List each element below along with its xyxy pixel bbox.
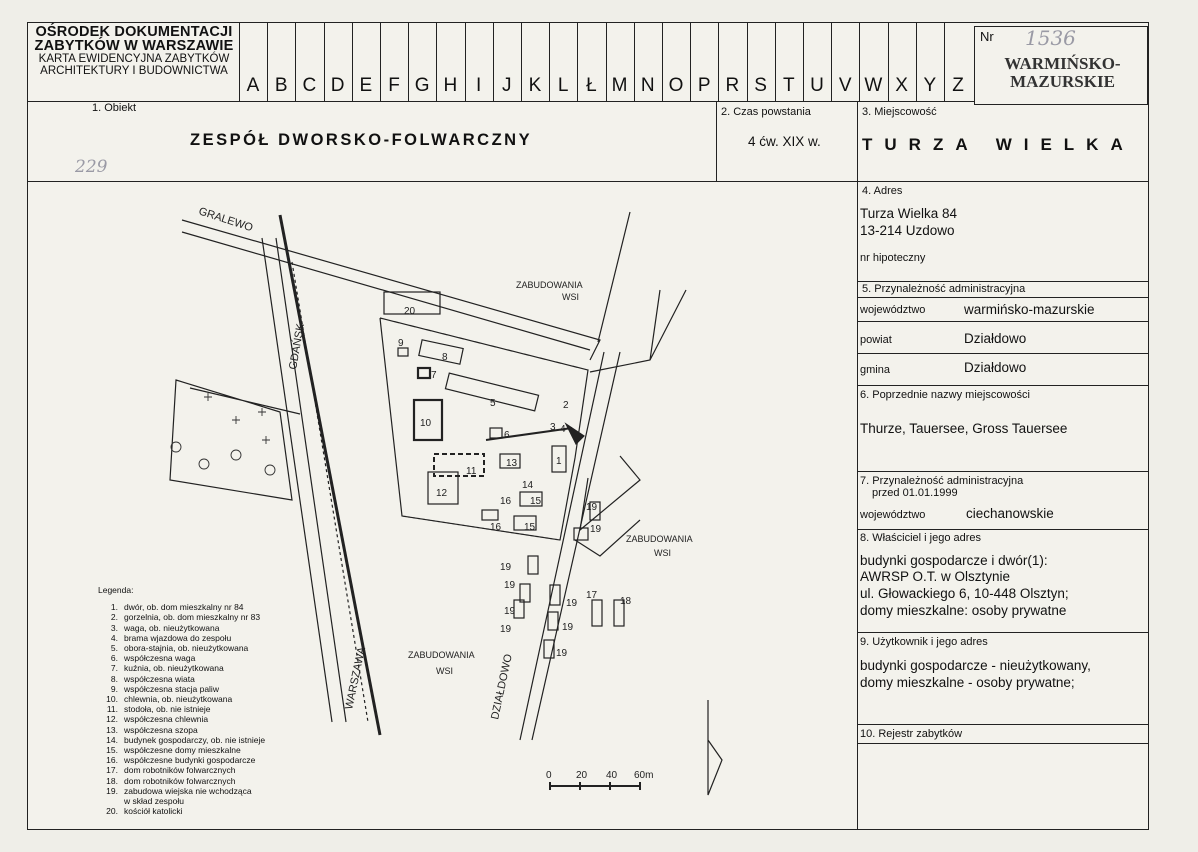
voivodeship-before-label: województwo: [860, 509, 926, 521]
legend-item-number: 4.: [110, 632, 118, 643]
legend-item-text: współczesne domy mieszkalne: [124, 745, 241, 756]
road-gdansk-warszawa: [262, 238, 346, 722]
letter-index-15: O: [668, 75, 684, 96]
building-number-label: 8: [442, 352, 448, 363]
legend-item-number: 16.: [106, 755, 118, 766]
letter-index-0: A: [246, 75, 260, 96]
legend-item-text: dom robotników folwarcznych: [124, 765, 236, 776]
owner-line3: ul. Głowackiego 6, 10-448 Olsztyn;: [860, 586, 1069, 601]
user-line1: budynki gospodarcze - nieużytkowany,: [860, 658, 1091, 673]
legend-item-number: 15.: [106, 745, 118, 756]
building-number-label: 1: [556, 456, 562, 467]
letter-index-17: R: [725, 75, 740, 96]
owner-line1: budynki gospodarcze i dwór(1):: [860, 553, 1048, 568]
legend-item-number: 9.: [110, 683, 118, 694]
building-number-label: 2: [563, 400, 569, 411]
letter-index-10: K: [528, 75, 542, 96]
address-line2: 13-214 Uzdowo: [860, 223, 955, 238]
scale-0: 0: [546, 770, 552, 781]
building-number-label: 14: [522, 480, 534, 491]
former-names-label: 6. Poprzednie nazwy miejscowości: [860, 389, 1030, 401]
user-label: 9. Użytkownik i jego adres: [860, 636, 988, 648]
building-number-label: 11: [466, 466, 477, 477]
card-type-line2: ARCHITEKTURY I BUDOWNICTWA: [40, 65, 228, 77]
legend-item-text: waga, ob. nieużytkowana: [124, 622, 220, 633]
legend-item-text: współczesna chlewnia: [124, 714, 209, 725]
owner-line2: AWRSP O.T. w Olsztynie: [860, 569, 1011, 584]
legend-item-number: 17.: [106, 765, 118, 776]
house-19e: [514, 600, 524, 618]
letter-index-14: N: [640, 75, 655, 96]
legend-item-number: 5.: [110, 643, 118, 654]
map-label-gdansk: GDAŃSK: [287, 322, 308, 371]
letter-index-16: P: [697, 75, 711, 96]
card-type-line1: KARTA EWIDENCYJNA ZABYTKÓW: [38, 53, 230, 65]
road-gralewo: [182, 220, 600, 360]
building-number-label: 19: [590, 524, 602, 535]
building-number-label: 19: [586, 502, 598, 513]
admin-before-label-1: 7. Przynależność administracyjna: [860, 475, 1024, 487]
address-line1: Turza Wielka 84: [860, 206, 958, 221]
legend-item-text: dwór, ob. dom mieszkalny nr 84: [124, 602, 244, 613]
commune-value: Działdowo: [964, 360, 1027, 375]
object-label: 1. Obiekt: [92, 102, 137, 114]
legend-item-text: współczesne budynki gospodarcze: [124, 755, 256, 766]
building-7: [418, 368, 430, 378]
house-17: [592, 600, 602, 626]
building-number-label: 19: [500, 624, 512, 635]
legend-item-number: 20.: [106, 806, 118, 817]
mortgage-label: nr hipoteczny: [860, 252, 926, 264]
building-number-label: 15: [524, 522, 536, 533]
legend-item-text: kościół katolicki: [124, 806, 183, 817]
house-19g: [548, 612, 558, 630]
building-number-label: 16: [490, 522, 502, 533]
legend-item-number: 14.: [106, 734, 118, 745]
building-8: [419, 340, 463, 364]
letter-index-3: D: [330, 75, 345, 96]
legend-item-number: 2.: [110, 612, 118, 623]
letter-index-12: Ł: [586, 75, 597, 96]
letter-index-11: L: [557, 75, 569, 96]
letter-index-1: B: [274, 75, 288, 96]
village-bottom-2: WSI: [436, 666, 453, 676]
owner-label: 8. Właściciel i jego adres: [860, 532, 982, 544]
letter-index-22: W: [864, 75, 883, 96]
letter-index-6: G: [414, 75, 430, 96]
locality-label: 3. Miejscowość: [862, 106, 937, 118]
institution-name-line1: OŚRODEK DOKUMENTACJI: [35, 24, 233, 40]
letter-index-19: T: [782, 75, 795, 96]
building-number-label: 19: [504, 580, 516, 591]
owner-line4: domy mieszkalne: osoby prywatne: [860, 603, 1067, 618]
address-label: 4. Adres: [862, 185, 903, 197]
legend-item-text: stodoła, ob. nie istnieje: [124, 704, 211, 715]
letter-index-4: E: [359, 75, 373, 96]
legend-item-number: 11.: [106, 704, 118, 715]
county-value: Działdowo: [964, 331, 1027, 346]
building-number-label: 13: [506, 458, 518, 469]
building-number-label: 9: [398, 338, 404, 349]
map-label-warszawa: WARSZAWA: [343, 645, 369, 711]
object-name: ZESPÓŁ DWORSKO-FOLWARCZNY: [190, 131, 533, 149]
building-number-label: 10: [420, 418, 432, 429]
letter-index-13: M: [611, 75, 628, 96]
legend-item-number: 10.: [106, 694, 118, 705]
building-number-label: 17: [586, 590, 598, 601]
building-number-label: 19: [562, 622, 574, 633]
legend-item-number: 19.: [106, 785, 118, 796]
legend-item-number: 13.: [106, 724, 118, 735]
creation-label: 2. Czas powstania: [721, 106, 811, 118]
village-top-2: WSI: [562, 292, 579, 302]
letter-index-9: J: [502, 75, 512, 96]
building-number-label: 18: [620, 596, 632, 607]
creation-value: 4 ćw. XIX w.: [748, 134, 821, 149]
legend-item-text: w skład zespołu: [124, 796, 185, 807]
house-19d: [520, 584, 530, 602]
map-label-gralewo: GRALEWO: [197, 205, 255, 235]
user-line2: domy mieszkalne - osoby prywatne;: [860, 675, 1075, 690]
building-9: [398, 348, 408, 356]
legend-title: Legenda:: [98, 585, 134, 595]
voivodeship-value: warmińsko-mazurskie: [964, 302, 1095, 317]
legend-item-number: 8.: [110, 673, 118, 684]
legend-item-number: 12.: [106, 714, 118, 725]
building-number-label: 12: [436, 488, 448, 499]
legend-item-text: współczesna wiata: [124, 673, 195, 684]
letter-index-18: S: [754, 75, 767, 96]
legend-item-text: obora-stajnia, ob. nieużytkowana: [124, 643, 249, 654]
village-right-2: WSI: [654, 548, 671, 558]
legend-item-text: współczesna waga: [124, 653, 196, 664]
legend-item-text: dom robotników folwarcznych: [124, 775, 236, 786]
legend-item-text: budynek gospodarczy, ob. nie istnieje: [124, 734, 266, 745]
legend-item-text: gorzelnia, ob. dom mieszkalny nr 83: [124, 612, 261, 623]
legend-item-text: zabudowa wiejska nie wchodząca: [124, 785, 252, 796]
letter-index-20: U: [810, 75, 824, 96]
region-stamp: WARMIŃSKO-MAZURSKIE: [1004, 54, 1121, 91]
letter-index-7: H: [443, 75, 458, 96]
village-right-1: ZABUDOWANIA: [626, 534, 693, 544]
building-11: [434, 454, 484, 476]
letter-index-25: Z: [952, 75, 964, 96]
admin-before-label-2: przed 01.01.1999: [872, 487, 958, 499]
register-label: 10. Rejestr zabytków: [860, 728, 963, 740]
legend-item-number: 6.: [110, 653, 118, 664]
village-bottom-1: ZABUDOWANIA: [408, 650, 475, 660]
county-label: powiat: [860, 334, 892, 346]
institution-name-line2: ZABYTKÓW W WARSZAWIE: [34, 38, 234, 54]
letter-index-2: C: [302, 75, 317, 96]
legend-item-text: chlewnia, ob. nieużytkowana: [124, 694, 233, 705]
letter-index-23: X: [895, 75, 908, 96]
building-number-label: 19: [504, 606, 516, 617]
legend-item-text: współczesna stacja paliw: [124, 683, 219, 694]
scale-40: 40: [606, 770, 618, 781]
building-number-label: 16: [500, 496, 512, 507]
legend-item-number: 1.: [110, 602, 118, 613]
letter-index-5: F: [388, 75, 400, 96]
house-19c: [528, 556, 538, 574]
admin-label: 5. Przynależność administracyjna: [862, 283, 1026, 295]
building-number-label: 19: [500, 562, 512, 573]
scale-20: 20: [576, 770, 588, 781]
map-label-dzialdowo: DZIAŁDOWO: [489, 652, 515, 721]
village-top-1: ZABUDOWANIA: [516, 280, 583, 290]
handwritten-number: 229: [75, 157, 108, 177]
voivodeship-before-value: ciechanowskie: [966, 506, 1054, 521]
building-number-label: 19: [566, 598, 578, 609]
nr-label: Nr: [980, 29, 994, 44]
letter-index-24: Y: [923, 75, 937, 96]
legend-item-number: 7.: [110, 663, 118, 674]
former-names-value: Thurze, Tauersee, Gross Tauersee: [860, 421, 1068, 436]
building-number-label: 6: [504, 430, 510, 441]
building-number-label: 5: [490, 398, 496, 409]
building-number-label: 3: [550, 422, 556, 433]
commune-label: gmina: [860, 364, 890, 376]
letter-index-21: V: [838, 75, 852, 96]
building-number-label: 4: [560, 424, 566, 435]
legend-item-number: 3.: [110, 622, 118, 633]
nr-value: 1536: [1025, 26, 1076, 50]
legend-item-text: współczesna szopa: [124, 724, 198, 735]
building-number-label: 7: [431, 370, 437, 381]
building-6: [490, 428, 502, 438]
scale-60: 60m: [634, 770, 654, 781]
building-16: [482, 510, 498, 520]
voivodeship-label: województwo: [860, 304, 926, 316]
locality-value: TURZA WIELKA: [862, 135, 1135, 154]
building-number-label: 19: [556, 648, 568, 659]
building-number-label: 20: [404, 306, 416, 317]
legend-item-number: 18.: [106, 775, 118, 786]
letter-index-8: I: [475, 75, 482, 96]
legend-item-text: kuźnia, ob. nieużytkowana: [124, 663, 224, 674]
legend-item-text: brama wjazdowa do zespołu: [124, 632, 232, 643]
building-number-label: 15: [530, 496, 542, 507]
